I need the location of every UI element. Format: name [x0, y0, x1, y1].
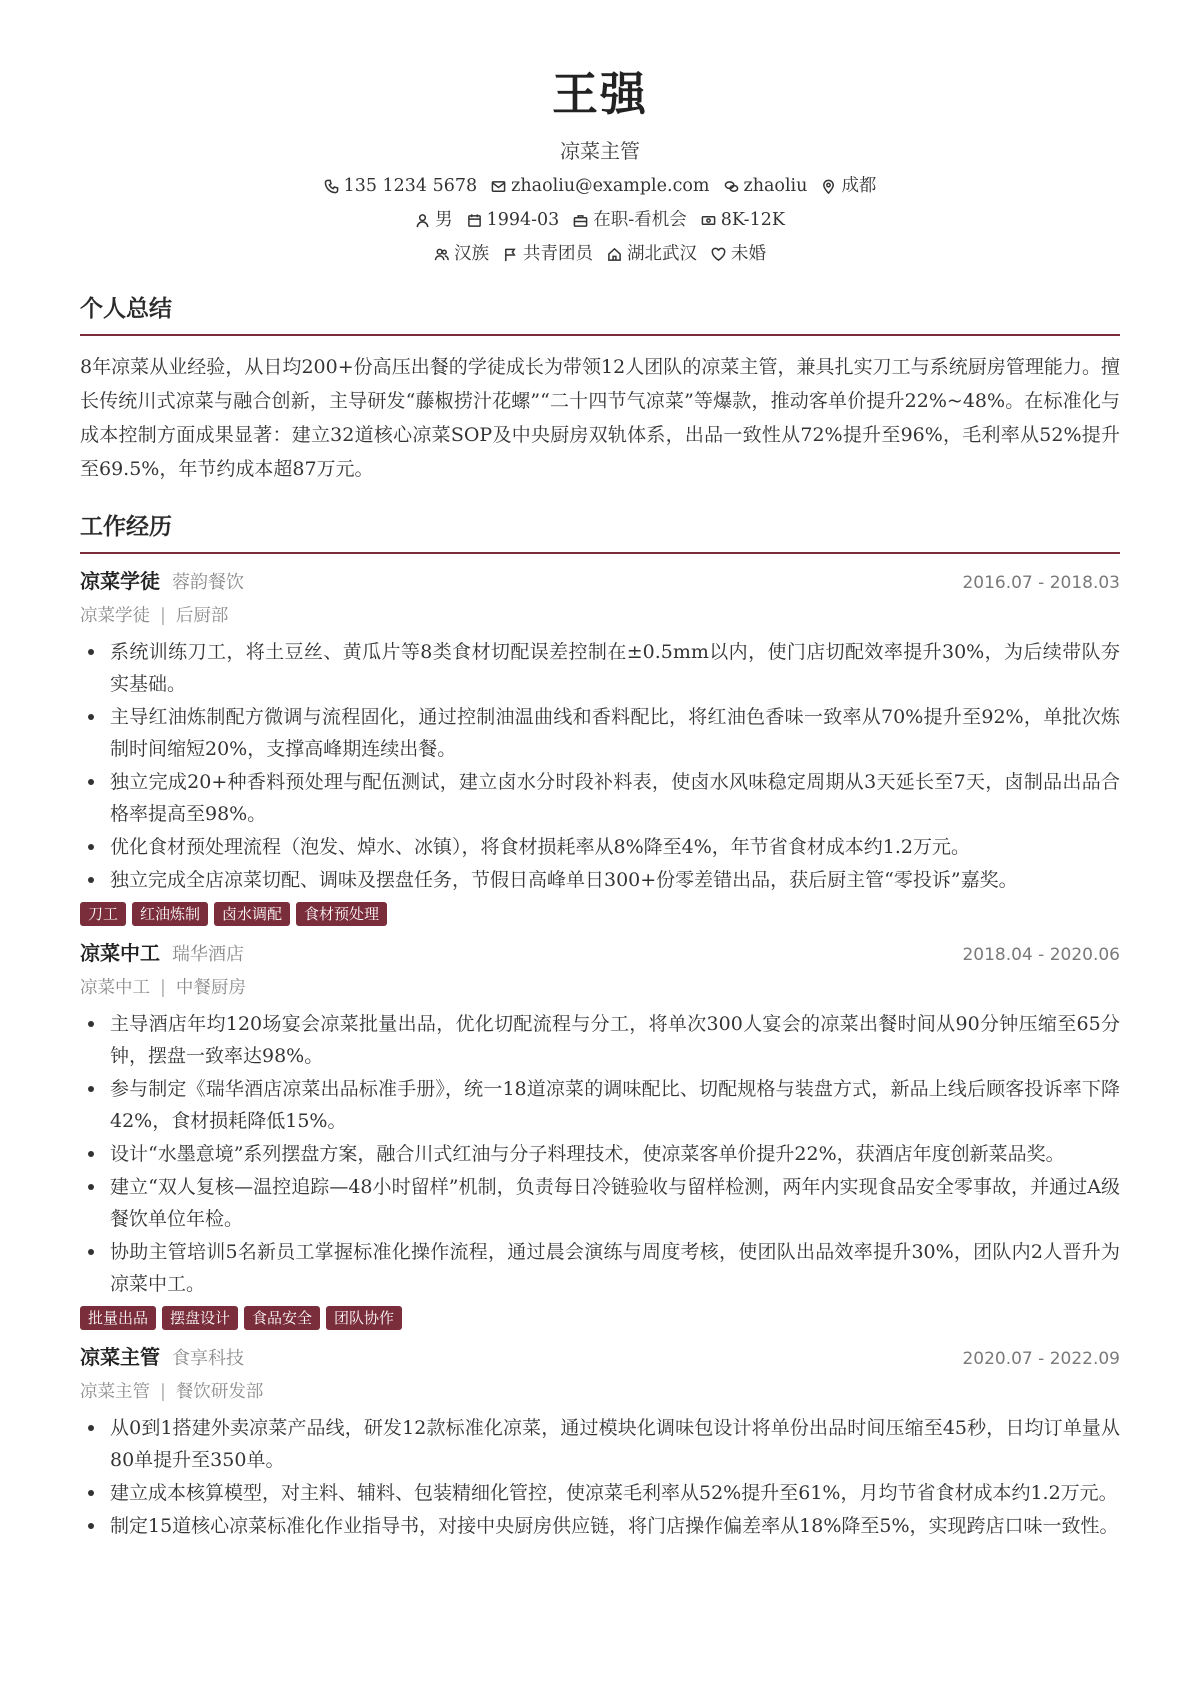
- bullet-item: 协助主管培训5名新员工掌握标准化操作流程，通过晨会演练与周度考核，使团队出品效率提升30%，团队内2人晋升为凉菜中工。: [80, 1236, 1120, 1300]
- job-entry: [80, 1342, 1120, 1542]
- summary-section: [80, 294, 1120, 486]
- bullet-item: 独立完成20+种香料预处理与配伍测试，建立卤水分时段补料表，使卤水风味稳定周期从3天延长至7天，卤制品出品合格率提高至98%。: [80, 766, 1120, 830]
- experience-section: [80, 512, 1120, 1542]
- extra-row: [80, 240, 1120, 268]
- job-role: 凉菜主管: [80, 1382, 150, 1402]
- job-company: 瑞华酒店: [172, 944, 244, 965]
- job-role: 凉菜中工: [80, 978, 150, 998]
- job-subtitle: [80, 974, 1120, 1002]
- location-icon: [821, 179, 836, 194]
- skill-tag: 刀工: [80, 902, 126, 926]
- job-dept: 餐饮研发部: [175, 1382, 264, 1402]
- location-text: 成都: [841, 176, 877, 196]
- summary-heading: 个人总结: [80, 294, 1120, 336]
- salary-item: [701, 206, 785, 234]
- flag-icon: [503, 247, 518, 262]
- job-subtitle: [80, 1378, 1120, 1406]
- candidate-title: 凉菜主管: [560, 139, 640, 163]
- wechat-text: zhaoliu: [743, 176, 808, 196]
- bullet-item: 主导酒店年均120场宴会凉菜批量出品，优化切配流程与分工，将单次300人宴会的凉菜出餐时间从90分钟压缩至65分钟，摆盘一致率达98%。: [80, 1008, 1120, 1072]
- contact-row: [80, 172, 1120, 200]
- marital-item: [711, 240, 766, 268]
- job-date: 2016.07 - 2018.03: [962, 573, 1120, 593]
- ethnicity-item: [434, 240, 489, 268]
- status-item: [573, 206, 686, 234]
- candidate-name: 王强: [552, 67, 648, 121]
- job-bullets: [80, 1412, 1120, 1542]
- job-dept: 后厨部: [175, 606, 229, 626]
- group-icon: [434, 247, 449, 262]
- contact-email[interactable]: [491, 172, 709, 200]
- divider: |: [160, 978, 166, 998]
- birth-item: [467, 206, 560, 234]
- salary-text: 8K-12K: [720, 210, 785, 230]
- bullet-item: 主导红油炼制配方微调与流程固化，通过控制油温曲线和香料配比，将红油色香味一致率从70%提升至92%，单批次炼制时间缩短20%，支撑高峰期连续出餐。: [80, 701, 1120, 765]
- email-text: zhaoliu@example.com: [511, 176, 710, 196]
- personal-row: [80, 206, 1120, 234]
- politics-item: [503, 240, 593, 268]
- bullet-item: 建立成本核算模型，对主料、辅料、包装精细化管控，使凉菜毛利率从52%提升至61%，月均节省食材成本约1.2万元。: [80, 1477, 1120, 1509]
- job-entry: [80, 566, 1120, 926]
- job-date: 2020.07 - 2022.09: [962, 1349, 1120, 1369]
- money-icon: [701, 213, 716, 228]
- job-role: 凉菜学徒: [80, 606, 150, 626]
- divider: |: [160, 606, 166, 626]
- ethnicity-text: 汉族: [454, 244, 489, 264]
- hometown-text: 湖北武汉: [627, 244, 697, 264]
- skill-tags: [80, 1306, 1120, 1330]
- summary-text: 8年凉菜从业经验，从日均200+份高压出餐的学徒成长为带领12人团队的凉菜主管，兼具扎实刀工与系统厨房管理能力。擅长传统川式凉菜与融合创新，主导研发“藤椒捞汁花螺”“二十四节气凉菜”等爆款，推动客单价提升22%~48%。在标准化与成本控制方面成果显著：建立32道核心凉菜SOP及中央厨房双轨体系，出品一致性从72%提升至96%，毛利率从52%提升至69.5%，年节约成本超87万元。: [80, 356, 1120, 480]
- status-text: 在职-看机会: [593, 210, 687, 230]
- contact-wechat[interactable]: [724, 172, 808, 200]
- mail-icon: [491, 179, 506, 194]
- user-icon: [415, 213, 430, 228]
- bullet-item: 系统训练刀工，将土豆丝、黄瓜片等8类食材切配误差控制在±0.5mm以内，使门店切配效率提升30%，为后续带队夯实基础。: [80, 636, 1120, 700]
- skill-tag: 批量出品: [80, 1306, 156, 1330]
- phone-icon: [324, 179, 339, 194]
- skill-tag: 卤水调配: [214, 902, 290, 926]
- job-bullets: [80, 1008, 1120, 1300]
- gender-item: [415, 206, 453, 234]
- bullet-item: 建立“双人复核—温控追踪—48小时留样”机制，负责每日冷链验收与留样检测，两年内实现食品安全零事故，并通过A级餐饮单位年检。: [80, 1171, 1120, 1235]
- job-date: 2018.04 - 2020.06: [962, 945, 1120, 965]
- skill-tag: 摆盘设计: [162, 1306, 238, 1330]
- bullet-item: 优化食材预处理流程（泡发、焯水、冰镇），将食材损耗率从8%降至4%，年节省食材成本约1.2万元。: [80, 831, 1120, 863]
- divider: |: [160, 1382, 166, 1402]
- experience-heading: 工作经历: [80, 512, 1120, 554]
- contact-location: [821, 172, 876, 200]
- job-title: 凉菜主管: [80, 1345, 160, 1369]
- home-icon: [607, 247, 622, 262]
- resume-header: [80, 0, 1120, 268]
- skill-tag: 红油炼制: [132, 902, 208, 926]
- job-title: 凉菜中工: [80, 941, 160, 965]
- gender-text: 男: [435, 210, 453, 230]
- phone-text: 135 1234 5678: [343, 176, 478, 196]
- job-company: 蓉韵餐饮: [172, 572, 244, 593]
- skill-tag: 食材预处理: [296, 902, 387, 926]
- job-subtitle: [80, 602, 1120, 630]
- job-dept: 中餐厨房: [175, 978, 246, 998]
- job-bullets: [80, 636, 1120, 896]
- job-title: 凉菜学徒: [80, 569, 160, 593]
- skill-tags: [80, 902, 1120, 926]
- job-entry: [80, 938, 1120, 1330]
- contact-phone[interactable]: [324, 172, 478, 200]
- bullet-item: 设计“水墨意境”系列摆盘方案，融合川式红油与分子料理技术，使凉菜客单价提升22%，获酒店年度创新菜品奖。: [80, 1138, 1120, 1170]
- bullet-item: 独立完成全店凉菜切配、调味及摆盘任务，节假日高峰单日300+份零差错出品，获后厨主管“零投诉”嘉奖。: [80, 864, 1120, 896]
- bullet-item: 制定15道核心凉菜标准化作业指导书，对接中央厨房供应链，将门店操作偏差率从18%降至5%，实现跨店口味一致性。: [80, 1510, 1120, 1542]
- politics-text: 共青团员: [523, 244, 593, 264]
- skill-tag: 食品安全: [244, 1306, 320, 1330]
- skill-tag: 团队协作: [326, 1306, 402, 1330]
- bullet-item: 参与制定《瑞华酒店凉菜出品标准手册》，统一18道凉菜的调味配比、切配规格与装盘方式，新品上线后顾客投诉率下降42%，食材损耗降低15%。: [80, 1073, 1120, 1137]
- marital-text: 未婚: [731, 244, 766, 264]
- job-company: 食享科技: [172, 1348, 244, 1369]
- briefcase-icon: [573, 213, 588, 228]
- heart-icon: [711, 247, 726, 262]
- wechat-icon: [724, 179, 739, 194]
- hometown-item: [607, 240, 697, 268]
- birth-text: 1994-03: [486, 210, 560, 230]
- bullet-item: 从0到1搭建外卖凉菜产品线，研发12款标准化凉菜，通过模块化调味包设计将单份出品时间压缩至45秒，日均订单量从80单提升至350单。: [80, 1412, 1120, 1476]
- calendar-icon: [467, 213, 482, 228]
